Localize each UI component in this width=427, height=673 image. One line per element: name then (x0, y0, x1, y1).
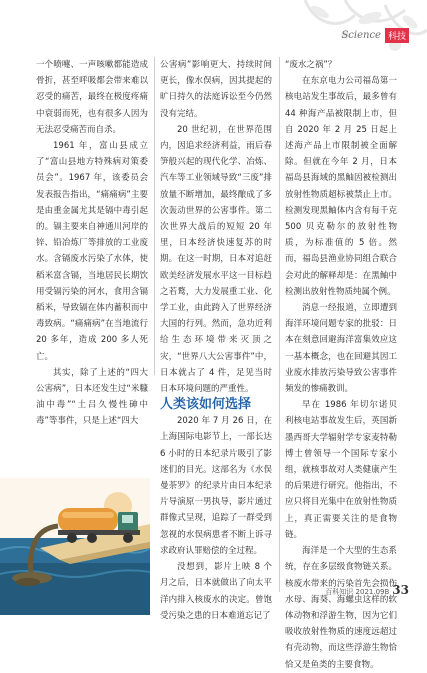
paragraph: 公害病”影响更大、持续时间更长，像水俣病，因其提起的旷日持久的法庭诉讼至今仍然没有完结。 (160, 60, 272, 119)
column-divider (154, 57, 155, 375)
paragraph: 20 世纪初，在世界范围内，因追求经济利益，雨后春笋般兴起的现代化学、冶炼、汽车等工业领域导致“三废”排放量不断增加，最终酿成了多次轰动世界的公害事件。第二次世界大战后的短短 20 年里，日本经济快速复苏的时期。在这一时期，日本对追赶欧美经济发展水平这一目标趋之若鹜，大力发展重工业、化学工业，由此跨入了世界经济大国的行列。然而，急功近利给生态环境带来灭顶之灾，“世界八大公害事件”中，日本就占了 4 件，足见当时日本环境问题的严重性。 (160, 124, 272, 395)
paragraph: 1961 年，富山县成立了“富山县地方特殊病对策委员会”。1967 年，该委员会发表报告指出，“痛痛病”主要是由重金属尤其是镉中毒引起的。镉主要来自神通川河岸的锌、铅冶炼厂等排放的工业废水。含镉废水污染了水体，使稻米富含镉，当地居民长期饮用受镉污染的河水，食用含镉稻米，导致镉在体内蓄积而中毒致病。“痛痛病”在当地流行 20 多年，造成 200 多人死亡。 (36, 141, 148, 362)
paragraph: “废水之祸”？ (285, 60, 337, 70)
article-column-1 (36, 57, 148, 430)
section-label-en: Science (341, 30, 381, 41)
column-divider (279, 57, 280, 592)
section-header (341, 28, 409, 43)
section-label-cn: 科技 (385, 28, 409, 43)
paragraph: 一个喷嚏、一声咳嗽都能造成骨折，甚至呼吸都会带来难以忍受的痛苦，最终在极度疼痛中衰弱而死，也有很多人因为无法忍受痛苦而自杀。 (36, 60, 148, 135)
paragraph: 2020 年 7 月 26 日，在上海国际电影节上，一部长达 6 小时的日本纪录片吸引了影迷们的目光。这部名为《水俣曼荼罗》的纪录片由日本纪录片导演原一男执导，影片通过群像式呈现，追踪了一群受到忽视的水俣病患者不断上诉寻求政府认罪赔偿的全过程。 (160, 416, 272, 556)
section-subheading: 人类该如何选择 (160, 397, 252, 413)
paragraph: 在东京电力公司福岛第一核电站发生事故后，最多曾有 44 种海产品被限制上市，但自 2020 年 2 月 25 日起上述海产品上市限制被全面解除。但就在今年 2 月，日本福岛县海域的黑鲉因被检测出放射性物质超标被禁止上市。检测发现黑鲉体内含有每千克 500 贝克勒尔的放射性物质，为标准值的 5 倍。然而，福岛县渔业协同组合联合会对此的解释却是：在黑鲉中检测出放射性物质纯属个例。 (285, 76, 397, 297)
magazine-issue: 百科知识 2021.09B (325, 588, 390, 596)
paragraph: 没想到，影片上映 8 个月之后，日本就做出了向太平洋内排入核废水的决定。曾饱受污染之患的日本难道忘记了 (160, 562, 272, 621)
paragraph: 早在 1986 年切尔诺贝利核电站事故发生后，英国新墨西哥大学辐射学专家麦特勒博士曾领导一个国际专家小组，就核事故对人类健康产生的后果进行研究。他指出，不应只将目光集中在放射性物质上，真正需要关注的是食物链。 (285, 400, 397, 540)
paragraph: 消息一经报道，立即遭到海洋环境问题专家的批驳：日本在刻意回避海洋富集效应这一基本概念，也在回避其因工业废水排放污染导致公害事件频发的惨痛教训。 (285, 303, 397, 395)
page-footer (325, 583, 409, 597)
article-column-3 (285, 57, 397, 673)
page-number: 33 (392, 583, 409, 597)
paragraph: 海洋是一个大型的生态系统，存在多层级食物链关系。核废水带来的污染首先会损伤水母、海葵、海螺虫这样的软体动物和浮游生物，因为它们吸收放射性物质的速度远超过有壳动物，而这些浮游生物恰恰又是鱼类的主要食物。 (285, 546, 397, 670)
paragraph: 其实，除了上述的“四大公害病”，日本还发生过“米糠油中毒”“土吕久慢性砷中毒”等事件，只是上述“四大 (36, 367, 148, 427)
article-column-2 (160, 57, 272, 624)
pollution-tanker-illustration (0, 478, 150, 615)
